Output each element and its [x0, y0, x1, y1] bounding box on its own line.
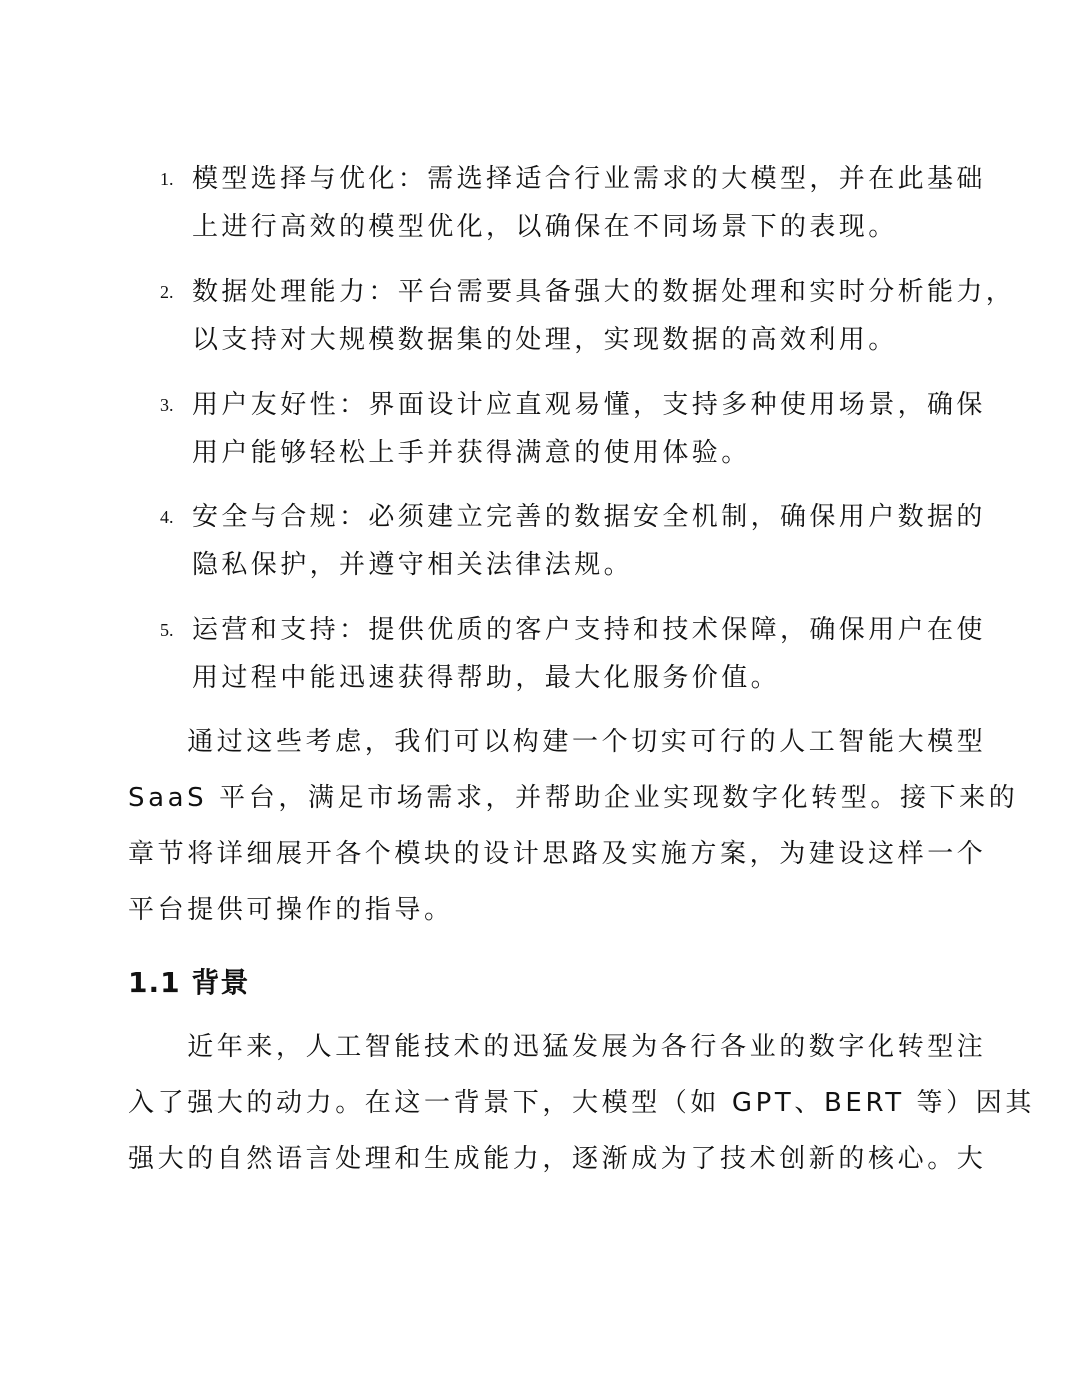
- text-line: 模型选择与优化：需选择适合行业需求的大模型，并在此基础: [192, 164, 986, 194]
- list-item-text: [192, 381, 986, 477]
- list-item-text: [192, 493, 986, 589]
- text-line: 用户友好性：界面设计应直观易懂，支持多种使用场景，确保: [192, 390, 986, 420]
- list-marker: 4.: [160, 507, 174, 527]
- list-marker: 1.: [160, 169, 174, 189]
- text-line: 近年来，人工智能技术的迅猛发展为各行各业的数字化转型注: [128, 1032, 987, 1062]
- list-item-text: [192, 606, 986, 702]
- text-line: 用过程中能迅速获得帮助，最大化服务价值。: [192, 663, 781, 693]
- text-line: 隐私保护，并遵守相关法律法规。: [192, 550, 634, 580]
- text-line: 运营和支持：提供优质的客户支持和技术保障，确保用户在使: [192, 615, 986, 645]
- text-line: 通过这些考虑，我们可以构建一个切实可行的人工智能大模型: [128, 727, 987, 757]
- text-line: 强大的自然语言处理和生成能力，逐渐成为了技术创新的核心。大: [128, 1144, 987, 1174]
- list-item-text: [192, 155, 986, 251]
- summary-paragraph: [128, 714, 1019, 938]
- list-marker: 5.: [160, 620, 174, 640]
- text-line: 以支持对大规模数据集的处理，实现数据的高效利用。: [192, 325, 898, 355]
- list-item-text: [192, 268, 1016, 364]
- text-line: 入了强大的动力。在这一背景下，大模型（如 GPT、BERT 等）因其: [128, 1088, 1035, 1118]
- text-line: 上进行高效的模型优化，以确保在不同场景下的表现。: [192, 212, 898, 242]
- text-line: SaaS 平台，满足市场需求，并帮助企业实现数字化转型。接下来的: [128, 783, 1019, 813]
- text-line: 用户能够轻松上手并获得满意的使用体验。: [192, 438, 751, 468]
- text-line: 安全与合规：必须建立完善的数据安全机制，确保用户数据的: [192, 502, 986, 532]
- section-heading: 1.1 背景: [128, 966, 250, 999]
- list-marker: 3.: [160, 395, 174, 415]
- text-line: 数据处理能力：平台需要具备强大的数据处理和实时分析能力，: [192, 277, 1016, 307]
- text-line: 平台提供可操作的指导。: [128, 895, 454, 925]
- list-marker: 2.: [160, 282, 174, 302]
- section-paragraph: [128, 1019, 1035, 1187]
- text-line: 章节将详细展开各个模块的设计思路及实施方案，为建设这样一个: [128, 839, 987, 869]
